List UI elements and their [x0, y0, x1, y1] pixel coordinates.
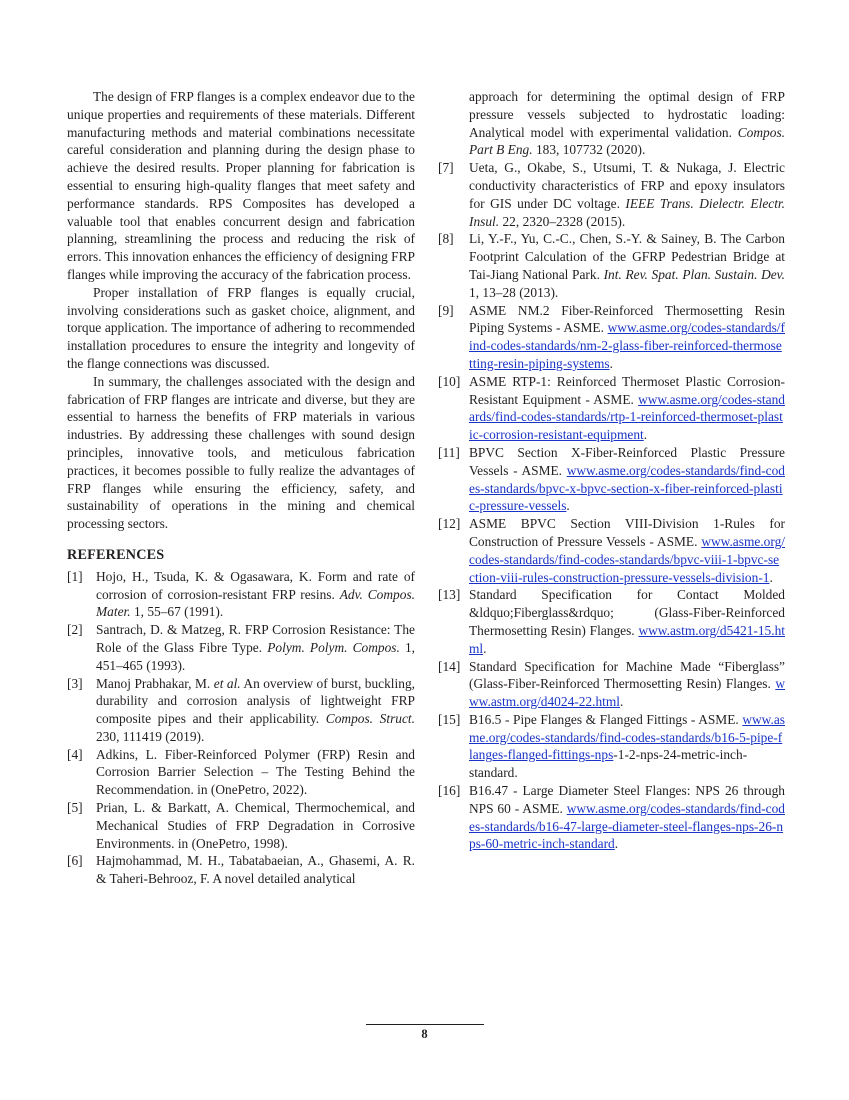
- reference-item: [13] Standard Specification for Contact Molded &ldquo;Fiberglass&rdquo; (Glass-Fiber-Reinforced Thermosetting Resin) Flanges. www.astm.org/d5421-15.html.: [438, 587, 785, 656]
- reference-item: [5] Prian, L. & Barkatt, A. Chemical, Thermochemical, and Mechanical Studies of FRP Degradation in Corrosive Environments. in (OnePetro, 1998).: [67, 800, 415, 851]
- reference-number: [15]: [438, 711, 461, 727]
- reference-item: [2] Santrach, D. & Matzeg, R. FRP Corrosion Resistance: The Role of the Glass Fibre Type. Polym. Polym. Compos. 1, 451–465 (1993).: [67, 622, 416, 673]
- journal-name: Adv. Compos. Mater.: [96, 586, 415, 620]
- journal-name: Int. Rev. Spat. Plan. Sustain. Dev.: [603, 266, 785, 282]
- reference-item: [1] Hojo, H., Tsuda, K. & Ogasawara, K. Form and rate of corrosion of corrosion-resistant FRP resins. Adv. Compos. Mater. 1, 55–67 (1991).: [67, 568, 415, 620]
- reference-number: [14]: [438, 658, 461, 674]
- journal-name: Compos. Part B Eng.: [469, 124, 785, 158]
- page-number: 8: [421, 1027, 428, 1041]
- reference-item: [16] B16.47 - Large Diameter Steel Flanges: NPS 26 through NPS 60 - ASME. www.asme.org/codes-standards/find-codes-standards/b16-47-large-diameter-steel-flanges-nps-26-nps-60-metric-inch-standard.: [438, 783, 785, 852]
- reference-number: [1]: [67, 568, 83, 584]
- reference-item-continued: approach for determining the optimal design of FRP pressure vessels subjected to hydrostatic loading: Analytical model with experimental validation. Compos. Part B Eng. 183, 107732 (2020).: [469, 89, 785, 158]
- reference-item: [3] Manoj Prabhakar, M. et al. An overview of burst, buckling, durability and corrosion analysis of lightweight FRP composite pipes and their applicability. Compos. Struct. 230, 111419 (2019).: [67, 675, 415, 744]
- reference-item: [15] B16.5 - Pipe Flanges & Flanged Fittings - ASME. www.asme.org/codes-standards/find-codes-standards/b16-5-pipe-flanges-flanged-fittings-nps-1-2-nps-24-metric-inch-standard.: [438, 711, 785, 781]
- references-heading: REFERENCES: [67, 546, 165, 563]
- body-paragraph: In summary, the challenges associated with the design and fabrication of FRP flanges are intricate and diverse, but they are essential to harness the benefits of FRP materials in various industries. By addressing these challenges with sound design principles, innovative tools, and meticulous fabrication practices, it becomes possible to fully realize the advantages of FRP flanges while ensuring the efficiency, safety, and sustainability of operations in the mining and chemical processing sectors.: [67, 373, 415, 532]
- reference-link[interactable]: www.astm.org/d4024-22.html: [469, 676, 785, 710]
- reference-item: [4] Adkins, L. Fiber-Reinforced Polymer (FRP) Resin and Corrosion Barrier Selection – The Testing Behind the Recommendation. in (OnePetro, 2022).: [67, 746, 415, 798]
- reference-number: [13]: [438, 587, 461, 603]
- journal-name: IEEE Trans. Dielectr. Electr. Insul.: [469, 195, 786, 229]
- reference-number: [11]: [438, 444, 460, 460]
- reference-item: [6] Hajmohammad, M. H., Tabatabaeian, A., Ghasemi, A. R. & Taheri-Behrooz, F. A novel detailed analytical: [67, 853, 415, 887]
- reference-number: [10]: [438, 373, 461, 389]
- reference-item: [7] Ueta, G., Okabe, S., Utsumi, T. & Nukaga, J. Electric conductivity characteristics of FRP and epoxy insulators for GIS under DC voltage. IEEE Trans. Dielectr. Electr. Insul. 22, 2320–2328 (2015).: [438, 160, 786, 229]
- reference-number: [8]: [438, 231, 454, 247]
- reference-item: [9] ASME NM.2 Fiber-Reinforced Thermosetting Resin Piping Systems - ASME. www.asme.org/codes-standards/find-codes-standards/nm-2-glass-fiber-reinforced-thermosetting-resin-piping-systems.: [438, 302, 785, 371]
- reference-link[interactable]: www.asme.org/codes-standards/find-codes-standards/b16-5-pipe-flanges-flanged-fittings-nps: [469, 711, 785, 763]
- reference-number: [2]: [67, 622, 83, 638]
- reference-item: [10] ASME RTP-1: Reinforced Thermoset Plastic Corrosion-Resistant Equipment - ASME. www.asme.org/codes-standards/find-codes-standards/rtp-1-reinforced-thermoset-plastic-corrosion-resistant-equipment.: [438, 373, 785, 443]
- reference-number: [16]: [438, 783, 461, 799]
- body-paragraph: Proper installation of FRP flanges is equally crucial, involving considerations such as gasket choice, alignment, and torque application. The importance of adhering to recommended installation procedures to ensure the integrity and longevity of the flange connections was discussed.: [67, 284, 415, 371]
- reference-link[interactable]: www.astm.org/d5421-15.html: [469, 622, 785, 656]
- body-paragraph: The design of FRP flanges is a complex endeavor due to the unique properties and requirements of these materials. Different manufacturing methods and material combinations necessitate careful consideration and planning during the design phase to achieve the desired results. Proper planning for fabrication is essential to ensuring high-quality flanges that meet safety and performance standards. RPS Composites has developed a valuable tool that enables concurrent design and fabrication planning, streamlining the process and reducing the risk of errors. This innovation enhances the efficiency of designing FRP flanges while improving the accuracy of the fabrication process.: [67, 89, 415, 282]
- footer-rule: [366, 1024, 484, 1025]
- reference-number: [7]: [438, 160, 454, 176]
- reference-number: [9]: [438, 302, 454, 318]
- reference-link[interactable]: www.asme.org/codes-standards/find-codes-standards/b16-47-large-diameter-steel-flanges-nps-26-nps-60-metric-inch-standard: [469, 800, 785, 852]
- reference-number: [5]: [67, 800, 83, 816]
- right-column: [440, 88, 785, 853]
- reference-number: [12]: [438, 516, 461, 532]
- reference-item: [11] BPVC Section X-Fiber-Reinforced Plastic Pressure Vessels - ASME. www.asme.org/codes-standards/find-codes-standards/bpvc-x-bpvc-section-x-fiber-reinforced-plastic-pressure-vessels.: [438, 444, 785, 514]
- reference-item: [8] Li, Y.-F., Yu, C.-C., Chen, S.-Y. & Sainey, B. The Carbon Footprint Calculation of the GFRP Pedestrian Bridge at Tai-Jiang National Park. Int. Rev. Spat. Plan. Sustain. Dev. 1, 13–28 (2013).: [438, 231, 785, 300]
- reference-link[interactable]: www.asme.org/codes-standards/find-codes-standards/bpvc-viii-1-bpvc-section-viii-rules-construction-pressure-vessels-division-1: [469, 533, 785, 585]
- reference-item: [14] Standard Specification for Machine Made “Fiberglass” (Glass-Fiber-Reinforced Thermosetting Resin) Flanges. www.astm.org/d4024-22.html.: [438, 658, 785, 710]
- journal-name: Compos. Struct.: [325, 711, 415, 727]
- reference-number: [3]: [67, 675, 83, 691]
- journal-name: Polym. Polym. Compos.: [267, 639, 400, 655]
- reference-number: [6]: [67, 853, 83, 869]
- reference-link[interactable]: www.asme.org/codes-standards/find-codes-standards/nm-2-glass-fiber-reinforced-thermosetting-resin-piping-systems: [469, 320, 785, 371]
- reference-link[interactable]: www.asme.org/codes-standards/find-codes-standards/bpvc-x-bpvc-section-x-fiber-reinforced-plastic-pressure-vessels: [469, 462, 785, 514]
- reference-number: [4]: [67, 746, 83, 762]
- left-column: [67, 88, 415, 888]
- reference-item: [12] ASME BPVC Section VIII-Division 1-Rules for Construction of Pressure Vessels - ASME. www.asme.org/codes-standards/find-codes-standards/bpvc-viii-1-bpvc-section-viii-rules-construction-pressure-vessels-division-1.: [438, 516, 785, 585]
- reference-link[interactable]: www.asme.org/codes-standards/find-codes-standards/rtp-1-reinforced-thermoset-plastic-corrosion-resistant-equipment: [469, 391, 785, 443]
